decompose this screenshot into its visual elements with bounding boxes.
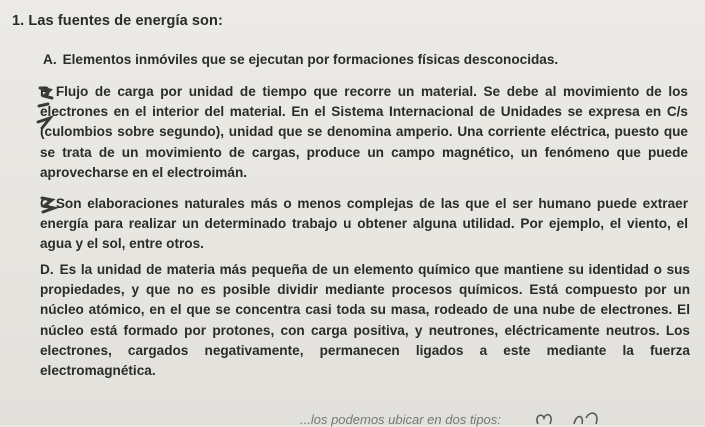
option-text: Flujo de carga por unidad de tiempo que recorre un material. Se debe al movimiento de los electrones en el interior del material. En el Sistema Internacional de Unidades se expresa en C/s (culombios sobre segundo), unidad que se denomina amperio. Una corriente eléctrica, puesto que se trata de un movimiento de cargas, produce un campo magnético, un fenómeno que puede aprovecharse en el electroimán. [40, 84, 688, 180]
option-a [43, 50, 683, 70]
option-text: Son elaboraciones naturales más o menos complejas de las que el ser humano puede extraer energía para realizar un determinado trabajo u obtener alguna utilidad. Por ejemplo, el viento, el agua y el sol, entre otros. [40, 196, 688, 252]
option-d [40, 260, 690, 381]
option-letter: A. [43, 52, 57, 67]
handwritten-doodle-icon [530, 408, 610, 425]
option-letter: D. [40, 262, 54, 277]
option-text: Elementos inmóviles que se ejecutan por formaciones físicas desconocidas. [62, 52, 559, 67]
option-text: Es la unidad de materia más pequeña de un elemento químico que mantiene su identidad o sus propiedades, y que no es posible dividir mediante procesos químicos. Está compuesto por un núcleo atómico, en el que se concentra casi toda su masa, rodeado de una nube de electrones. El núcleo está formado por protones, con carga positiva, y neutrones, eléctricamente neutros. Los electrones, cargados negativamente, permanecen ligados a este mediante la fuerza electromagnética. [40, 262, 690, 379]
question-title: 1. Las fuentes de energía son: [12, 13, 223, 29]
option-c [40, 194, 688, 255]
option-b [40, 82, 688, 183]
option-letter: B [40, 84, 50, 99]
footer-partial-text: ...los podemos ubicar en dos tipos: [300, 412, 501, 427]
option-letter: C [40, 196, 50, 211]
